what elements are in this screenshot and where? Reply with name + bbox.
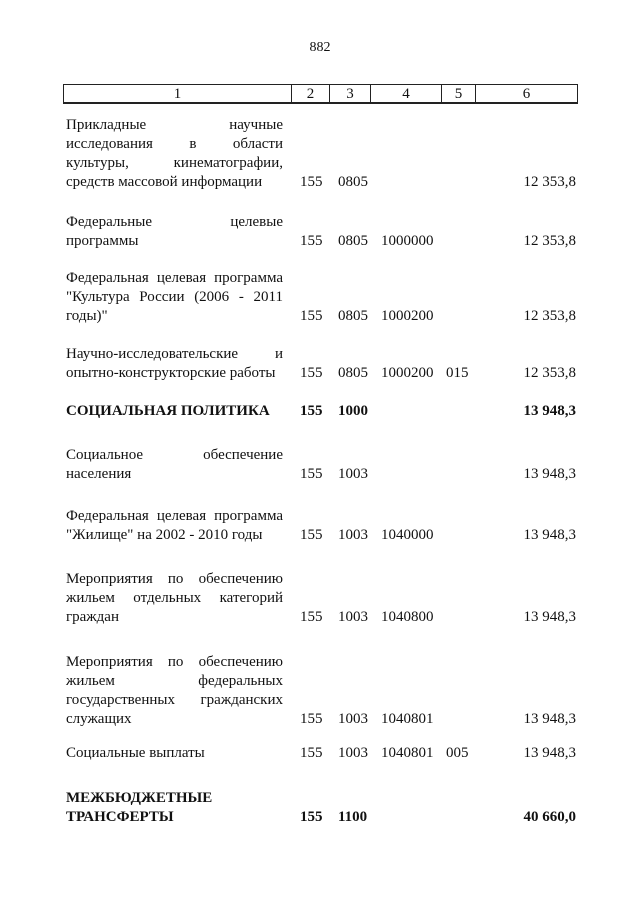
header-col-2: 2: [291, 85, 329, 102]
row-col-6: 12 353,8: [523, 365, 576, 381]
row-name: [66, 789, 283, 827]
row-col-6: 12 353,8: [523, 174, 576, 190]
row-name-line: СОЦИАЛЬНАЯ ПОЛИТИКА: [66, 403, 270, 419]
header-col-5: 5: [441, 85, 475, 102]
row-col-2: 155: [300, 609, 323, 625]
row-col-3: 1000: [338, 403, 368, 419]
row-col-5: 005: [446, 745, 469, 761]
page-number: 882: [309, 40, 331, 55]
row-name: [66, 269, 283, 326]
row-name-line: опытно-конструкторские работы: [66, 365, 276, 381]
row-col-5: 015: [446, 365, 469, 381]
row-col-4: 1000200: [381, 308, 434, 324]
row-col-4: 1040801: [381, 745, 434, 761]
row-col-3: 1003: [338, 745, 368, 761]
row-col-3: 1003: [338, 527, 368, 543]
row-name-line: жильем отдельных категорий: [66, 590, 283, 606]
row-name: [66, 213, 283, 251]
row-name-line: программы: [66, 233, 139, 249]
row-col-4: 1000200: [381, 365, 434, 381]
row-col-4: 1040800: [381, 609, 434, 625]
row-col-6: 13 948,3: [523, 745, 576, 761]
row-col-6: 13 948,3: [523, 466, 576, 482]
row-name-line: Социальные выплаты: [66, 745, 205, 761]
row-col-3: 1003: [338, 466, 368, 482]
row-name-line: населения: [66, 466, 132, 482]
row-name: [66, 653, 283, 729]
row-col-2: 155: [300, 711, 323, 727]
row-col-3: 0805: [338, 174, 368, 190]
header-col-6: 6: [475, 85, 577, 102]
row-name-line: исследования в области: [66, 136, 283, 152]
row-name-line: служащих: [66, 711, 132, 727]
header-col-1: 1: [173, 86, 182, 102]
row-name: [66, 570, 283, 627]
row-name-line: Мероприятия по обеспечению: [66, 654, 283, 670]
row-col-6: 13 948,3: [523, 527, 576, 543]
row-col-6: 13 948,3: [523, 403, 576, 419]
row-col-2: 155: [300, 174, 323, 190]
row-col-2: 155: [300, 233, 323, 249]
row-col-4: 1000000: [381, 233, 434, 249]
row-col-6: 12 353,8: [523, 308, 576, 324]
row-name: [66, 744, 283, 763]
row-name-line: культуры, кинематографии,: [66, 155, 283, 171]
row-name-line: "Культура России (2006 - 2011: [66, 289, 283, 305]
row-col-2: 155: [300, 403, 323, 419]
row-name-line: годы)": [66, 308, 108, 324]
header-col-3: 3: [329, 85, 370, 102]
row-name-line: граждан: [66, 609, 119, 625]
row-name: [66, 345, 283, 383]
row-name-line: Прикладные научные: [66, 117, 283, 133]
row-name: [66, 116, 283, 192]
row-name-line: Федеральная целевая программа: [66, 270, 283, 286]
row-col-2: 155: [300, 466, 323, 482]
row-col-2: 155: [300, 527, 323, 543]
row-name-line: жильем федеральных: [66, 673, 283, 689]
row-col-4: 1040801: [381, 711, 434, 727]
row-col-2: 155: [300, 365, 323, 381]
row-col-2: 155: [300, 809, 323, 825]
row-name: [66, 507, 283, 545]
row-col-2: 155: [300, 308, 323, 324]
row-col-6: 13 948,3: [523, 609, 576, 625]
row-name-line: средств массовой информации: [66, 174, 263, 190]
row-col-3: 0805: [338, 233, 368, 249]
row-name-line: ТРАНСФЕРТЫ: [66, 809, 174, 825]
row-name-line: Федеральные целевые: [66, 214, 283, 230]
row-col-3: 0805: [338, 308, 368, 324]
row-name-line: Научно-исследовательские и: [66, 346, 283, 362]
row-name-line: государственных гражданских: [66, 692, 283, 708]
row-name-line: Мероприятия по обеспечению: [66, 571, 283, 587]
row-col-3: 1003: [338, 609, 368, 625]
row-col-6: 12 353,8: [523, 233, 576, 249]
row-name: [66, 402, 283, 421]
row-col-6: 13 948,3: [523, 711, 576, 727]
row-name-line: "Жилище" на 2002 - 2010 годы: [66, 527, 263, 543]
row-name-line: Федеральная целевая программа: [66, 508, 283, 524]
row-name: [66, 446, 283, 484]
row-col-2: 155: [300, 745, 323, 761]
row-name-line: МЕЖБЮДЖЕТНЫЕ: [66, 790, 213, 806]
row-col-4: 1040000: [381, 527, 434, 543]
row-col-3: 1003: [338, 711, 368, 727]
header-col-4: 4: [370, 85, 441, 102]
row-col-6: 40 660,0: [523, 809, 576, 825]
table-header: [63, 84, 578, 104]
row-name-line: Социальное обеспечение: [66, 447, 283, 463]
row-col-3: 0805: [338, 365, 368, 381]
row-col-3: 1100: [338, 809, 368, 825]
